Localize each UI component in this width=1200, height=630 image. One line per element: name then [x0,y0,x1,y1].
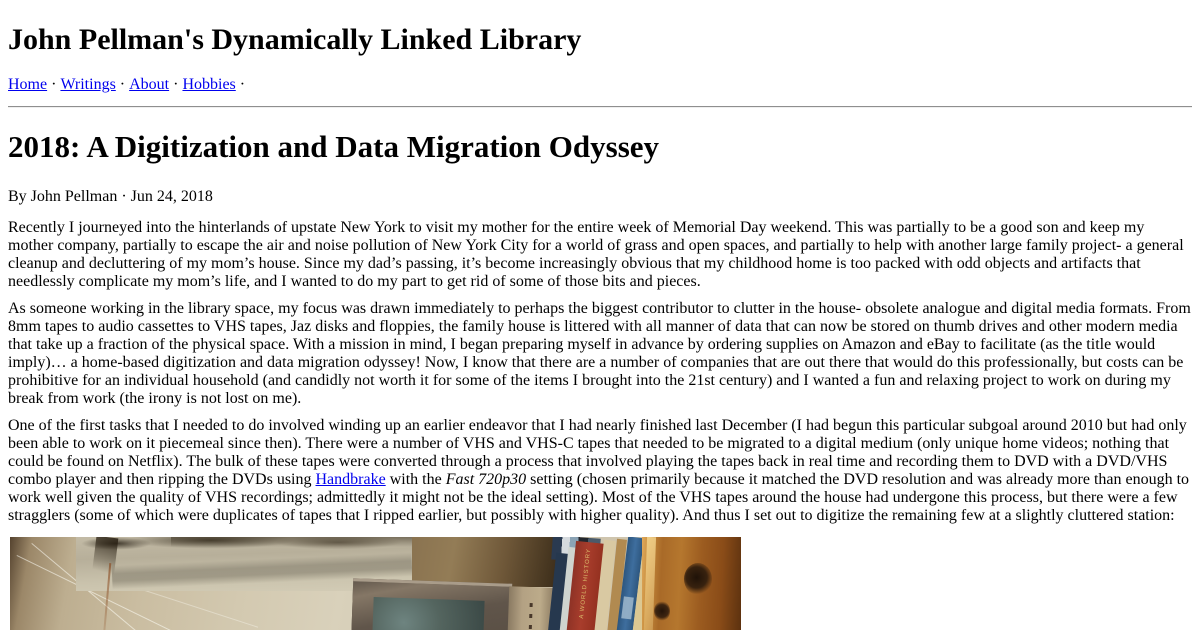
paragraph-3-text: setting (chosen primarily because it matched the DVD resolution and was already more than enough to work well given the quality of VHS recordings; admittedly it might not be the ideal setting). Most of the VHS tapes around the house had undergone this process, but there were a few stragglers (some of which were duplicates of tapes that I ripped earlier, but possibly with higher quality). And thus I set out to digitize the remaining few at a slightly cluttered station: [8,471,1190,524]
photo-crt-tv [348,578,512,630]
site-title: John Pellman's Dynamically Linked Library [8,23,582,56]
photo-tv-screen [369,597,485,630]
article-body [8,219,1192,525]
photo-wood-knot [684,563,712,595]
photo-book-label [621,596,634,619]
nav-separator: · [239,76,246,93]
photo-bookshelf-books [551,537,646,630]
divider [8,106,1192,108]
byline: By John Pellman · Jun 24, 2018 [8,188,213,205]
photo-pine-board [642,537,741,630]
paragraph-1: Recently I journeyed into the hinterlands of upstate New York to visit my mother for the entire week of Memorial Day weekend. This was partially to be a good son and keep my mother company, partially to escape the air and noise pollution of New York City for a world of grass and open spaces, and partially to help with another large family project- a general cleanup and decluttering of my mom’s house. Since my dad’s passing, it’s become increasingly obvious that my childhood home is too packed with odd objects and artifacts that needlessly complicate my mom’s life, and I wanted to do my part to get rid of some of those bits and pieces. [8,219,1184,290]
paragraph-2: As someone working in the library space, my focus was drawn immediately to perhaps the biggest contributor to clutter in the house- obsolete analogue and digital media formats. From 8mm tapes to audio cassettes to VHS tapes, Jaz disks and floppies, the family house is littered with all manner of data that can now be stored on thumb drives and other modern media that take up a fraction of the physical space. With a mission in mind, I began preparing myself in advance by ordering supplies on Amazon and eBay to facilitate (as the title would imply)… a home-based digitization and data migration odyssey! Now, I know that there are a number of companies that are out there that would do this professionally, but costs can be prohibitive for an individual household (and candidly not worth it for some of the items I brought into the 21st century) and I wanted a fun and relaxing project to work on during my break from work (the irony is not lost on me). [8,300,1191,407]
paragraph-3-text: with the [385,471,446,488]
nav-separator: · [51,76,57,93]
post-title: 2018: A Digitization and Data Migration Odyssey [8,129,660,164]
photo-book-spine-text: A WORLD HISTORY [579,547,593,620]
nav-separator: · [173,76,179,93]
setting-name-italic: Fast 720p30 [445,471,527,488]
handbrake-link[interactable]: Handbrake [315,471,386,488]
paragraph-3 [8,417,1192,525]
main-nav [8,76,1192,94]
photo-wood-knot [654,601,670,621]
photo-tv-side-panel [505,586,555,630]
nav-link-about[interactable]: About [129,76,170,93]
nav-separator: · [119,76,126,93]
photo-tv-side-lettering [527,603,533,630]
nav-link-home[interactable]: Home [8,76,48,93]
nav-link-hobbies[interactable]: Hobbies [182,76,236,93]
nav-link-writings[interactable]: Writings [60,76,116,93]
digitization-station-photo [10,537,741,630]
paragraph-3-text: One of the first tasks that I needed to do involved winding up an earlier endeavor that I had nearly finished last December (I had begun this particular subgoal around 2010 but had only been able to work on it piecemeal since then). There were a number of VHS and VHS-C tapes that needed to be migrated to a digital medium (only unique home videos; nothing that could be found on Netflix). The bulk of these tapes were converted through a process that involved playing the tapes back in real time and recording them to DVD with a DVD/VHS combo player and then ripping the DVDs using [8,417,1187,488]
